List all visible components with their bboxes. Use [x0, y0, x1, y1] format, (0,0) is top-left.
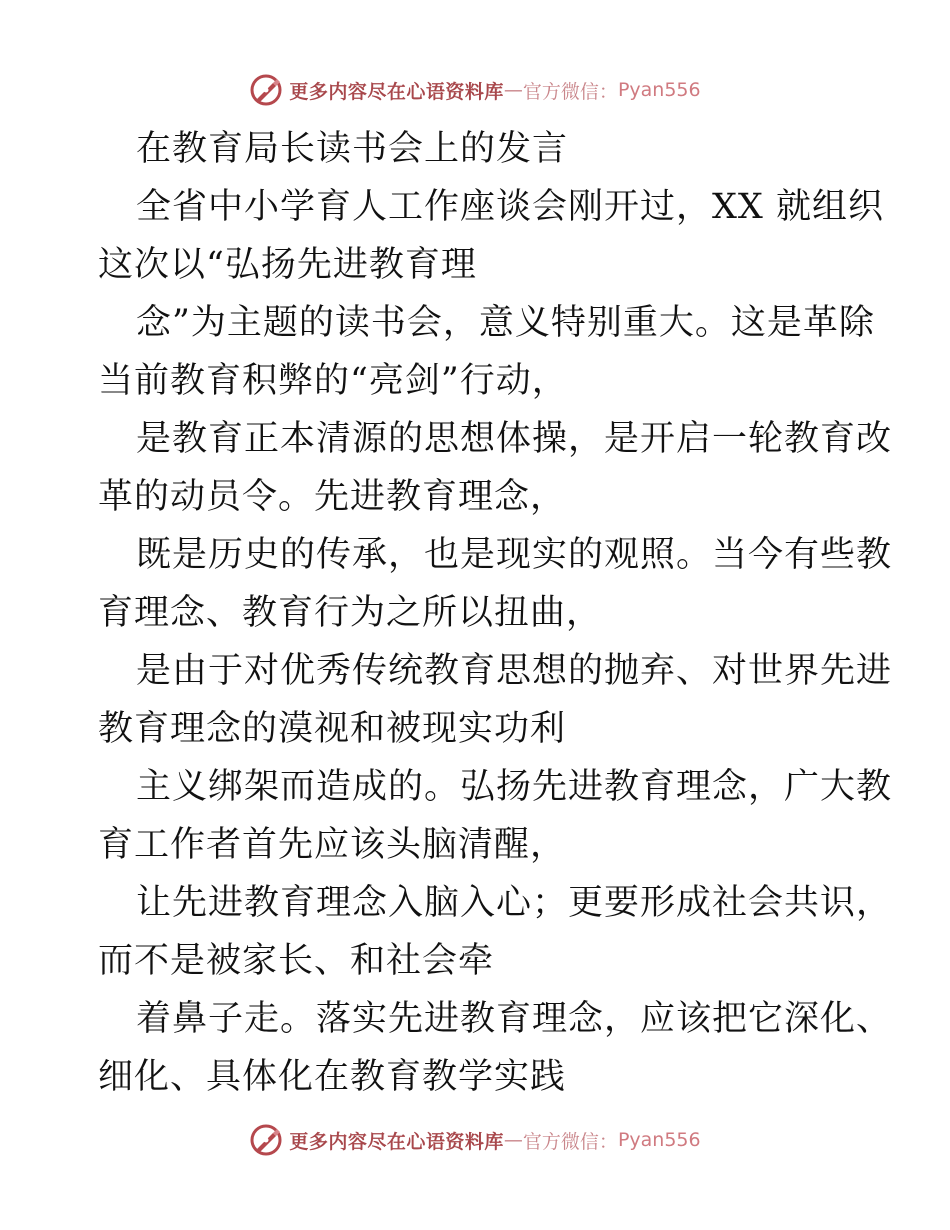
text-line: 让先进教育理念入脑入心；更要形成社会共识，: [136, 883, 893, 923]
pen-logo-icon: [249, 1123, 283, 1157]
text-line: 主义绑架而造成的。弘扬先进教育理念，广大教: [136, 767, 893, 807]
text-line: 全省中小学育人工作座谈会刚开过，XX 就组织: [136, 187, 884, 227]
text-line: 教育理念的漠视和被现实功利: [98, 709, 567, 749]
banner-wechat-label: 官方微信：: [522, 1130, 618, 1153]
header-banner: [0, 70, 950, 110]
banner-dash: —: [503, 1129, 523, 1151]
text-line: 育工作者首先应该头脑清醒，: [98, 825, 567, 865]
document-body: [98, 120, 893, 1106]
banner-wechat-label: 官方微信：: [522, 80, 618, 103]
text-line: 育理念、教育行为之所以扭曲，: [98, 593, 603, 633]
text-line: 革的动员令。先进教育理念，: [98, 477, 567, 517]
footer-banner: [0, 1120, 950, 1160]
text-line: 而不是被家长、和社会牵: [98, 941, 495, 981]
text-line: 是教育正本清源的思想体操，是开启一轮教育改: [136, 419, 893, 459]
text-line: 既是历史的传承，也是现实的观照。当今有些教: [136, 535, 893, 575]
text-line: 念”为主题的读书会，意义特别重大。这是革除: [136, 303, 875, 343]
text-line: 着鼻子走。落实先进教育理念，应该把它深化、: [136, 999, 893, 1039]
banner-wechat-handle: Pyan556: [617, 1129, 701, 1151]
text-line: 是由于对优秀传统教育思想的抛弃、对世界先进: [136, 651, 893, 691]
text-line: 当前教育积弊的“亮剑”行动，: [98, 361, 568, 401]
text-line: 这次以“弘扬先进教育理: [98, 245, 477, 285]
banner-dash: —: [503, 79, 523, 101]
pen-logo-icon: [249, 73, 283, 107]
document-title: 在教育局长读书会上的发言: [136, 129, 569, 169]
banner-brand-text: 更多内容尽在心语资料库: [289, 80, 504, 103]
banner-wechat-handle: Pyan556: [617, 79, 701, 101]
text-line: 细化、具体化在教育教学实践: [98, 1057, 567, 1097]
banner-brand-text: 更多内容尽在心语资料库: [289, 1130, 504, 1153]
